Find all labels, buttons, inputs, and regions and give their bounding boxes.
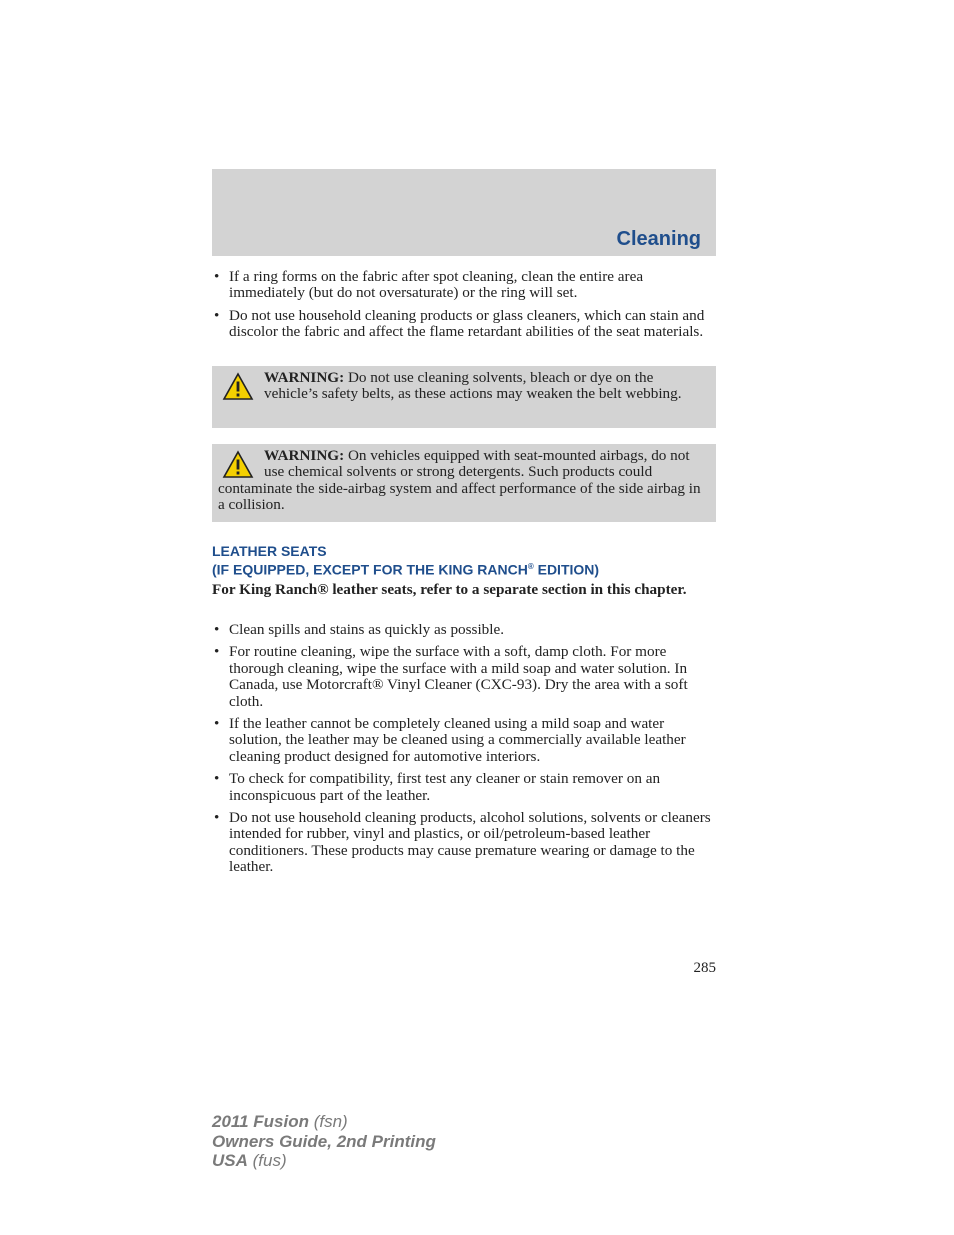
warning-label: WARNING: [264,369,345,386]
warning-text: Do not use cleaning solvents, bleach or dye on the vehicle’s safety belts, as these actions may weaken the belt webbing. [264,369,682,403]
section-heading: LEATHER SEATS (IF EQUIPPED, EXCEPT FOR THE KING RANCH® EDITION) [212,543,600,578]
warning-box [212,366,716,428]
warning-triangle-icon [222,372,254,402]
list-item: • To check for compatibility, first test any cleaner or stain remover on an inconspicuous part of the leather. [214,770,661,804]
list-item: • For routine cleaning, wipe the surface with a soft, damp cloth. For more thorough cleaning, wipe the surface with a mild soap and water solution. In Canada, use Motorcraft® Vinyl Cleaner (CXC-93). Dry the area with a soft cloth. [214,643,688,710]
list-item: • If the leather cannot be completely cleaned using a mild soap and water solution, the leather may be cleaned using a commercially available leather cleaning product designed for automotive interiors. [214,715,686,765]
bullet-icon: • [214,268,220,285]
bullet-icon: • [214,621,220,638]
page-title: Cleaning [616,228,701,250]
bullet-icon: • [214,770,220,788]
warning-triangle-icon [222,450,254,480]
page-number: 285 [693,960,716,976]
bullet-icon: • [214,643,220,661]
header-band [212,169,716,256]
list-item: • Do not use household cleaning products, alcohol solutions, solvents or cleaners intended for rubber, vinyl and plastics, or oil/petroleum-based leather conditioners. These products may cause premature wearing or damage to the leather. [214,809,711,876]
warning-label: WARNING: [264,447,345,464]
leather-bullet-list [212,622,716,882]
bullet-icon: • [214,306,220,324]
warning-text: On vehicles equipped with seat-mounted airbags, do not use chemical solvents or strong detergents. Such products could contaminate the side-airbag system and affect performance of the side airbag in a collision. [218,447,701,514]
footer: 2011 Fusion (fsn) Owners Guide, 2nd Printing USA (fus) [212,1112,436,1170]
top-bullet-list [212,269,716,347]
warning-box [212,444,716,522]
bullet-icon: • [214,715,220,733]
list-item: • Do not use household cleaning products or glass cleaners, which can stain and discolor the fabric and affect the flame retardant abilities of the seat materials. [214,306,705,341]
list-item: • If a ring forms on the fabric after spot cleaning, clean the entire area immediately (but do not oversaturate) or the ring will set. [214,268,644,302]
section-intro: For King Ranch® leather seats, refer to a separate section in this chapter. [212,581,687,598]
bullet-icon: • [214,809,220,827]
list-item: • Clean spills and stains as quickly as possible. [214,621,505,638]
